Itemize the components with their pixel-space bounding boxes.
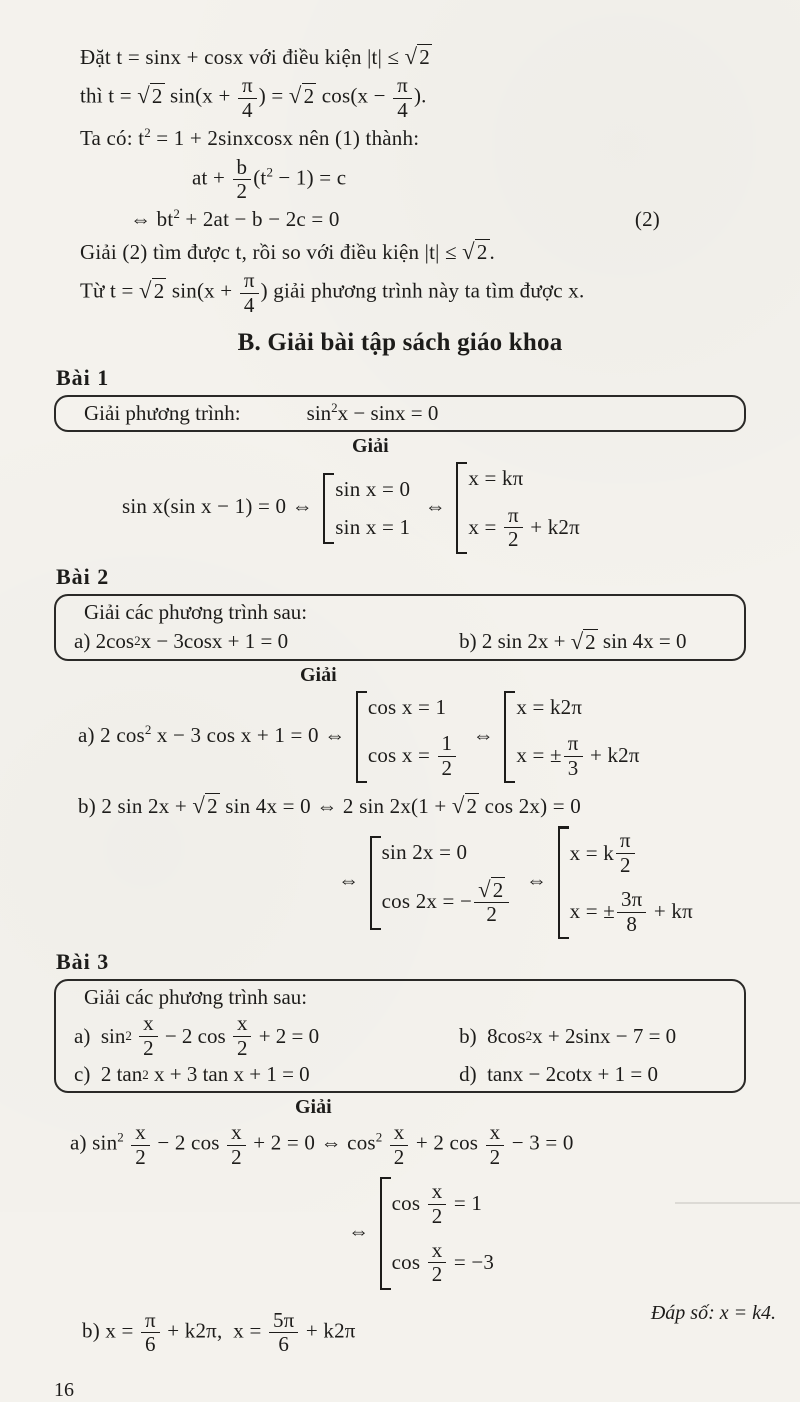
math-text: 3π <box>620 887 643 912</box>
fraction <box>504 502 523 551</box>
bai1-label: Bài 1 <box>56 365 110 390</box>
math-text: 2 <box>585 629 596 654</box>
case-row <box>516 732 639 780</box>
bai3-solution-a-cases <box>348 1175 800 1292</box>
math-text: cos <box>391 1191 426 1216</box>
math-text: 2 <box>393 1144 405 1169</box>
math-text: − 2 cos <box>159 1023 231 1048</box>
fraction <box>486 1122 505 1168</box>
radical-sign-icon: √ <box>137 83 150 109</box>
fraction <box>617 889 647 935</box>
math-text: x − 3 cos x + 1 = 0 ⇔ <box>151 722 351 747</box>
fraction-numerator <box>428 1181 447 1204</box>
cases-bracket <box>558 826 697 939</box>
superscript: 2 <box>117 1130 124 1146</box>
fraction-denominator <box>622 913 641 935</box>
fraction-numerator <box>617 889 647 912</box>
superscript: 2 <box>144 721 152 737</box>
fraction <box>233 154 252 203</box>
math-text: 2 <box>489 1144 501 1169</box>
page-number: 16 <box>54 1378 74 1401</box>
radical-sign-icon: √ <box>139 277 152 303</box>
bai3-problem-a <box>68 1012 459 1060</box>
fraction-numerator <box>390 1122 409 1145</box>
radicand <box>491 877 506 902</box>
bai3-problem-c <box>68 1062 459 1087</box>
math-text: 6 <box>145 1332 156 1357</box>
math-text: cos <box>391 1250 426 1275</box>
math-text <box>382 1131 387 1155</box>
superscript: 2 <box>142 1066 149 1082</box>
fraction <box>616 830 635 876</box>
math-text: 2 <box>153 278 165 303</box>
fraction <box>139 1013 158 1059</box>
math-text: x <box>236 1011 248 1036</box>
math-text: = 1 + 2sinxcosx nên (1) thành: <box>150 126 420 151</box>
bai1-problem-prompt: Giải phương trình: <box>84 401 241 425</box>
math-text: x + 3 tan x + 1 = 0 <box>148 1062 310 1087</box>
radicand <box>417 44 432 69</box>
math-text: cos 2x) = 0 <box>479 793 581 818</box>
math-text: x = k2π <box>516 694 583 719</box>
square-root <box>571 628 598 655</box>
math-text: d) tanx − 2cotx + 1 = 0 <box>459 1062 658 1087</box>
bai3-problem-b <box>459 1024 732 1049</box>
math-text: x = ± <box>516 743 562 768</box>
intro-section <box>0 42 800 317</box>
math-text: + 2 cos <box>410 1131 484 1156</box>
math-text: 5π <box>272 1307 295 1332</box>
square-root <box>405 45 432 69</box>
bai2-solution-b-cases <box>338 824 800 941</box>
radicand <box>205 793 220 818</box>
math-text: π <box>619 828 631 853</box>
math-text: 4 <box>243 292 255 317</box>
square-root <box>452 794 479 818</box>
fraction-numerator <box>393 75 412 98</box>
fraction-denominator <box>227 1146 246 1168</box>
case-row <box>335 476 410 503</box>
math-text: x <box>431 1237 443 1262</box>
math-text: + 2at − b − 2c = 0 <box>179 207 340 232</box>
cases-bracket <box>380 1177 498 1290</box>
math-text: ⇔ <box>520 868 553 893</box>
fraction-numerator <box>269 1307 299 1333</box>
math-text: + kπ <box>648 899 693 924</box>
fraction-numerator <box>564 733 583 756</box>
math-text: x − 3cosx + 1 = 0 <box>140 628 289 653</box>
case-row <box>335 514 410 541</box>
fraction-numerator <box>227 1122 246 1145</box>
math-text: x = k <box>569 840 614 865</box>
math-text: sin <box>306 401 332 425</box>
square-root <box>478 878 505 902</box>
radical-sign-icon: √ <box>288 83 302 109</box>
math-text: ) = <box>258 84 289 109</box>
intro-line-4 <box>192 156 800 204</box>
math-text: cos 2x = − <box>381 889 473 914</box>
radicand <box>465 793 480 818</box>
square-root <box>137 84 164 108</box>
math-text: 6 <box>278 1332 290 1357</box>
square-root <box>192 794 219 818</box>
fraction-numerator <box>504 502 523 528</box>
fraction <box>240 270 259 316</box>
math-text: sin(x + <box>164 84 236 109</box>
fraction-denominator <box>139 1037 158 1059</box>
math-text: = 1 <box>448 1191 483 1216</box>
radicand <box>302 83 317 108</box>
cases-bracket <box>456 462 584 554</box>
math-text: x = <box>468 514 502 539</box>
math-text: π <box>243 268 255 293</box>
fraction-denominator <box>233 1037 252 1059</box>
square-root <box>139 279 166 303</box>
bai2-problem-prompt: Giải các phương trình sau: <box>84 600 308 625</box>
case-row <box>570 829 693 877</box>
bai2-giai-label: Giải <box>300 663 337 686</box>
math-text: + 2 = 0 ⇔ cos <box>247 1131 376 1156</box>
answer-note: Đáp số: x = k4. <box>650 1301 776 1324</box>
fraction-denominator <box>504 528 523 550</box>
math-text: x <box>431 1179 443 1204</box>
math-text: sin x = 1 <box>335 514 411 539</box>
math-text: 2 <box>492 877 504 902</box>
superscript: 2 <box>125 1028 132 1044</box>
math-text: sin 2x = 0 <box>381 839 468 864</box>
math-text: a) 2cos <box>74 628 135 653</box>
math-text: 2 <box>303 84 315 109</box>
math-text: 2 <box>151 84 163 109</box>
math-text: . <box>489 239 495 264</box>
superscript: 2 <box>173 206 180 222</box>
cases-bracket <box>370 836 516 930</box>
scan-artifact-line <box>675 1202 800 1204</box>
bai2-solution-a <box>78 689 800 785</box>
math-text: ) giải phương trình này ta tìm được x. <box>260 278 585 303</box>
fraction-numerator <box>131 1122 150 1145</box>
math-text: 2 <box>476 239 488 264</box>
math-text: b) 2 sin 2x + <box>78 793 193 818</box>
math-text: sin x(sin x − 1) = 0 ⇔ <box>122 494 319 519</box>
square-root <box>462 240 489 264</box>
case-row <box>368 732 458 780</box>
bai3-problem-prompt: Giải các phương trình sau: <box>84 985 308 1010</box>
fraction-denominator <box>428 1263 447 1285</box>
fraction-denominator <box>428 1205 447 1227</box>
fraction-numerator <box>438 733 457 756</box>
bai2-problem-row <box>68 628 732 655</box>
fraction <box>141 1307 160 1357</box>
bai2-problem-box <box>54 594 746 660</box>
fraction-denominator <box>233 180 252 202</box>
fraction <box>238 75 257 121</box>
math-text: x <box>231 1120 242 1145</box>
math-text: a) sin <box>74 1023 126 1048</box>
math-text: c) 2 tan <box>74 1062 143 1087</box>
intro-line-3 <box>80 125 800 152</box>
fraction-denominator <box>438 757 457 779</box>
case-row <box>382 839 512 866</box>
fraction-denominator <box>482 903 501 925</box>
intro-line-1 <box>80 42 800 71</box>
case-row <box>382 877 512 927</box>
math-text: 4 <box>397 97 408 122</box>
fraction <box>393 75 412 121</box>
intro-line-7 <box>80 269 800 317</box>
math-text: ⇔ <box>419 494 452 519</box>
bai1-giai-label: Giải <box>352 435 389 458</box>
fraction-denominator <box>240 294 259 316</box>
math-text: sin 4x = 0 <box>597 628 687 653</box>
math-text: x <box>143 1011 154 1036</box>
fraction <box>428 1237 447 1287</box>
fraction-denominator <box>564 757 583 779</box>
bai2-problem-b <box>459 628 732 655</box>
radical-sign-icon: √ <box>462 238 475 264</box>
math-text: 2 <box>236 179 248 203</box>
superscript: 2 <box>331 400 338 415</box>
fraction-numerator <box>474 878 509 903</box>
math-text: + k2π <box>300 1318 356 1343</box>
fraction <box>227 1122 246 1168</box>
math-text: cos x = <box>367 743 436 768</box>
math-text: b) x = <box>82 1318 139 1343</box>
fraction <box>564 733 583 779</box>
bai2-solution-b <box>78 791 800 820</box>
fraction-numerator <box>139 1013 158 1036</box>
bai2-label: Bài 2 <box>56 564 110 590</box>
math-text: thì t = <box>80 84 138 109</box>
fraction <box>474 878 509 926</box>
fraction <box>269 1307 299 1357</box>
fraction-numerator <box>238 75 257 98</box>
bai2-problem-a <box>68 629 459 654</box>
radical-sign-icon: √ <box>478 876 491 902</box>
math-text: cos(x − <box>316 84 392 109</box>
math-text: 2 <box>207 793 218 818</box>
bai1-solution-line <box>122 460 800 556</box>
math-text <box>132 1024 137 1049</box>
math-text: ⇔ <box>348 1219 375 1244</box>
case-row <box>516 694 639 721</box>
fraction-denominator <box>486 1146 505 1168</box>
math-text: 1 <box>441 731 453 756</box>
math-text: 3 <box>567 755 579 780</box>
math-text: + k2π <box>584 743 640 768</box>
math-text: − 3 = 0 <box>506 1131 574 1156</box>
math-text: b <box>236 154 248 179</box>
math-text: 2 <box>441 755 453 780</box>
math-text: Ta có: t <box>80 126 145 151</box>
case-row <box>468 504 580 552</box>
section-heading: B. Giải bài tập sách giáo khoa <box>237 329 563 356</box>
radical-sign-icon: √ <box>404 44 418 69</box>
fraction-numerator <box>141 1307 160 1333</box>
math-text: x <box>489 1120 501 1145</box>
radicand <box>152 278 167 303</box>
intro-line-5-formula <box>130 206 340 233</box>
math-text: ⇔ <box>338 868 365 893</box>
radical-sign-icon: √ <box>451 792 465 818</box>
math-text: π <box>145 1307 156 1332</box>
bai1-problem-formula <box>307 400 439 426</box>
math-text: sin(x + <box>166 278 238 303</box>
math-text: sin 4x = 0 ⇔ 2 sin 2x(1 + <box>219 793 452 818</box>
square-root <box>289 84 316 108</box>
superscript: 2 <box>375 1130 383 1146</box>
math-text: 2 <box>508 526 519 551</box>
superscript: 2 <box>134 633 141 649</box>
math-text: π <box>397 73 408 98</box>
math-text: b) 8cos <box>459 1023 526 1048</box>
fraction <box>438 733 457 779</box>
case-row <box>368 694 458 721</box>
superscript: 2 <box>266 164 273 180</box>
fraction-numerator <box>233 1013 252 1036</box>
math-text: (t <box>253 165 267 190</box>
math-text: 2 <box>486 902 498 927</box>
math-text: 8 <box>626 911 638 936</box>
math-text: + 2 = 0 <box>253 1023 320 1048</box>
math-text: − 1) = c <box>272 165 347 190</box>
fraction <box>428 1181 447 1227</box>
math-text: + k2π <box>524 514 580 539</box>
case-row <box>392 1180 494 1228</box>
math-text: a) sin <box>70 1131 118 1156</box>
fraction-denominator <box>238 99 257 121</box>
math-text: x + 2sinx − 7 = 0 <box>532 1023 677 1048</box>
bai3-problem-row-1 <box>68 1012 732 1060</box>
math-text: 2 <box>431 1203 443 1228</box>
math-text: π <box>567 731 579 756</box>
fraction-denominator <box>393 99 412 121</box>
math-text: 2 <box>231 1144 242 1169</box>
fraction-denominator <box>390 1146 409 1168</box>
fraction <box>233 1013 252 1059</box>
bai3-problem-row-2 <box>68 1062 732 1087</box>
bai3-label: Bài 3 <box>56 949 110 975</box>
radical-sign-icon: √ <box>570 628 584 654</box>
equation-number: (2) <box>634 207 660 232</box>
fraction-denominator <box>616 854 635 876</box>
superscript: 2 <box>525 1028 533 1044</box>
math-text: 2 <box>619 852 631 877</box>
fraction-numerator <box>240 270 259 293</box>
math-text: + k2π, x = <box>161 1318 267 1343</box>
math-text: = −3 <box>448 1250 495 1275</box>
math-text: − 2 cos <box>151 1131 226 1156</box>
radical-sign-icon: √ <box>192 792 206 818</box>
math-text: x = kπ <box>468 466 524 491</box>
fraction-denominator <box>141 1333 160 1355</box>
math-text: π <box>507 502 519 527</box>
math-text: 2 <box>419 45 430 69</box>
math-text: 2 <box>466 793 478 818</box>
math-text: ). <box>413 84 427 109</box>
math-text: ⇔ <box>467 722 500 747</box>
radicand <box>150 83 165 108</box>
radicand <box>475 239 490 264</box>
math-text: x <box>135 1120 146 1145</box>
math-text: at + <box>192 165 231 190</box>
superscript: 2 <box>144 125 151 141</box>
cases-bracket <box>356 691 462 783</box>
math-text: b) 2 sin 2x + <box>459 628 571 653</box>
fraction-numerator <box>616 830 635 853</box>
cases-bracket <box>504 691 643 783</box>
bai3-problem-d <box>459 1062 732 1087</box>
bai3-problem-box <box>54 979 746 1093</box>
math-text: Đặt t = sinx + cosx với điều kiện |t| ≤ <box>80 45 405 69</box>
intro-line-6 <box>80 237 800 266</box>
math-text: cos x = 1 <box>367 694 447 719</box>
math-text <box>124 1131 129 1155</box>
fraction-numerator <box>428 1237 447 1263</box>
math-text: x = ± <box>569 899 615 924</box>
fraction-denominator <box>131 1146 150 1168</box>
math-text: 2 <box>431 1262 443 1287</box>
intro-line-2 <box>80 74 800 122</box>
math-text: x <box>393 1120 405 1145</box>
intro-line-5 <box>130 206 660 233</box>
math-text: 2 <box>143 1035 154 1060</box>
bai3-giai-label: Giải <box>295 1096 332 1119</box>
case-row <box>468 465 580 492</box>
math-text: 4 <box>242 97 253 122</box>
bai1-problem-box <box>54 395 746 432</box>
fraction <box>131 1122 150 1168</box>
fraction-denominator <box>274 1333 293 1355</box>
bai3-solution-a <box>70 1121 800 1169</box>
math-text: x − sinx = 0 <box>337 401 439 425</box>
math-text: Giải (2) tìm được t, rồi so với điều kiện |t| ≤ <box>80 239 463 264</box>
math-text: ⇔ bt <box>130 207 174 232</box>
radicand <box>583 629 598 654</box>
math-text: π <box>241 73 253 98</box>
math-text: 2 <box>236 1035 248 1060</box>
fraction <box>390 1122 409 1168</box>
math-text: 2 <box>135 1144 146 1169</box>
fraction-numerator <box>486 1122 505 1145</box>
case-row <box>392 1239 494 1287</box>
fraction-numerator <box>233 154 252 180</box>
case-row <box>570 888 693 936</box>
math-text: sin x = 0 <box>335 476 411 501</box>
math-text: a) 2 cos <box>78 722 145 747</box>
cases-bracket <box>323 473 414 545</box>
math-text: Từ t = <box>80 278 140 303</box>
